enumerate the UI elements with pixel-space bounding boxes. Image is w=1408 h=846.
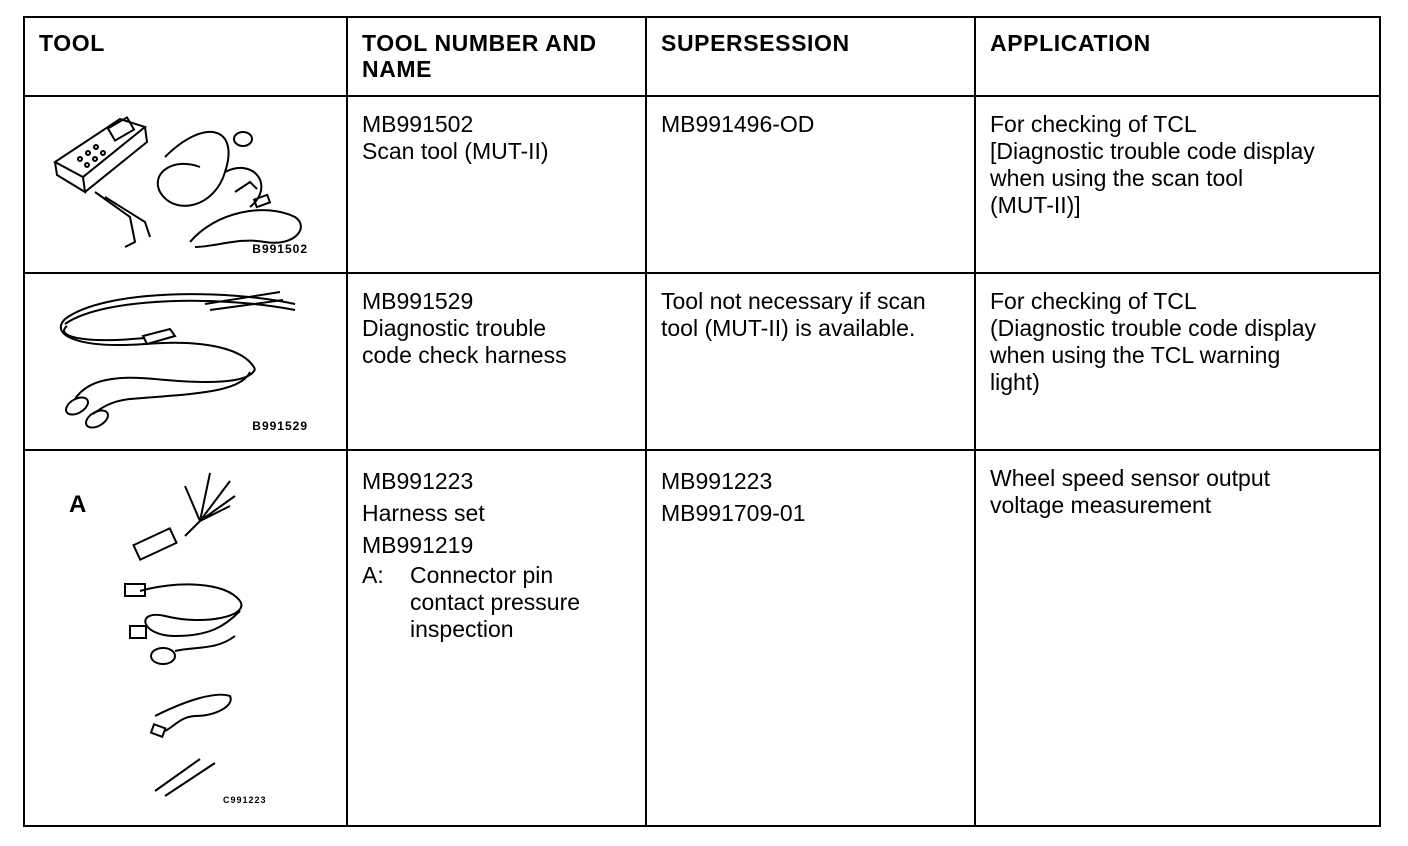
tool-number: MB991529 [362,288,474,314]
table-row [24,96,1380,273]
tool-name: Scan tool (MUT-II) [362,138,549,164]
tool-figure-cell [24,96,347,273]
tool-name: Harness set [362,500,485,526]
supersession-text: tool (MUT-II) is available. [661,315,916,341]
supersession-cell [646,273,975,450]
tool-name: code check harness [362,342,567,368]
application-text: when using the TCL warning [990,342,1281,368]
table-row [24,450,1380,826]
header-supersession: SUPERSESSION [646,17,975,96]
tool-number-name-cell [347,450,646,826]
sub-item-text [410,562,631,643]
supersession-text: MB991709-01 [661,500,806,526]
application-text: Wheel speed sensor output [990,465,1271,491]
application-cell [975,96,1380,273]
figure-code: B991529 [252,419,308,433]
tool-number-name-cell [347,273,646,450]
figure-code: B991502 [252,242,308,256]
application-text: For checking of TCL [990,288,1197,314]
sub-item-line: inspection [410,616,514,642]
sub-item [362,562,631,643]
header-row [24,17,1380,96]
sub-item-line: Connector pin [410,562,554,588]
tool-number: MB991502 [362,111,474,137]
supersession-cell [646,96,975,273]
sub-item-key: A: [362,562,384,588]
tool-number-name-cell [347,96,646,273]
application-text: For checking of TCL [990,111,1197,137]
tool-figure-cell [24,450,347,826]
supersession-cell [646,450,975,826]
supersession-text: Tool not necessary if scan [661,288,926,314]
header-application: APPLICATION [975,17,1380,96]
application-text: when using the scan tool [990,165,1244,191]
supersession-text: MB991496-OD [661,111,815,137]
supersession-text: MB991223 [661,468,773,494]
table-row [24,273,1380,450]
tool-number: MB991219 [362,532,474,558]
sub-item-line: contact pressure [410,589,581,615]
application-cell [975,273,1380,450]
tool-figure-cell [24,273,347,450]
application-text: voltage measurement [990,492,1212,518]
application-text: light) [990,369,1040,395]
figure-code: C991223 [223,795,267,805]
header-tool-number-and-name: TOOL NUMBER AND NAME [347,17,646,96]
figure-letter: A [69,491,87,518]
tool-name: Diagnostic trouble [362,315,547,341]
application-text: (Diagnostic trouble code display [990,315,1317,341]
application-cell [975,450,1380,826]
tool-number: MB991223 [362,468,474,494]
header-tool: TOOL [24,17,347,96]
harness-set-illustration [25,451,348,827]
application-text: [Diagnostic trouble code display [990,138,1315,164]
application-text: (MUT-II)] [990,192,1081,218]
special-tools-table [23,16,1381,827]
